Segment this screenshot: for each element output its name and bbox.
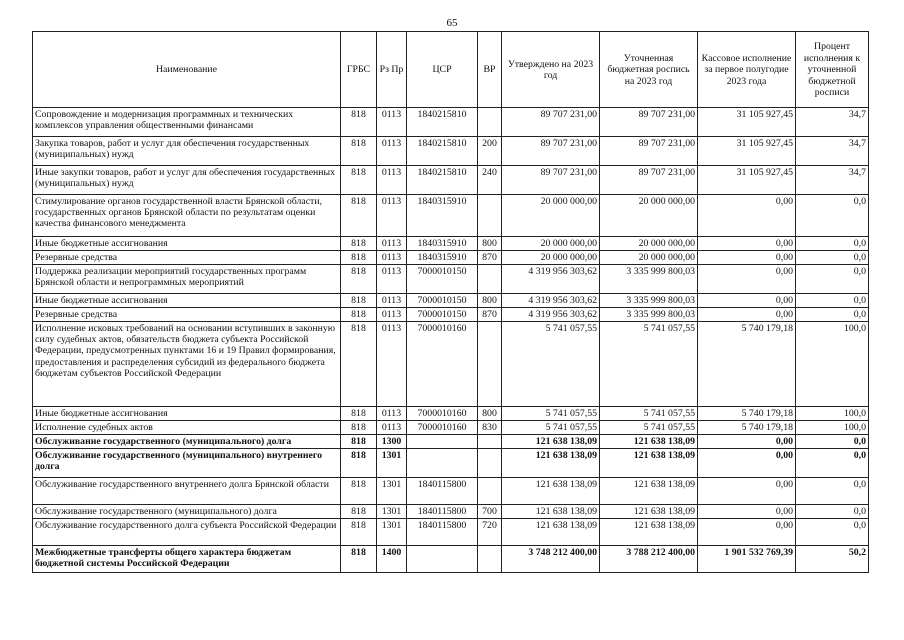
cell-approved: 121 638 138,09 — [502, 505, 600, 519]
header-vr: ВР — [478, 32, 502, 108]
budget-table — [32, 31, 869, 573]
cell-vr: 800 — [478, 407, 502, 421]
cell-executed: 0,00 — [698, 265, 796, 294]
cell-approved: 4 319 956 303,62 — [502, 265, 600, 294]
table-row — [33, 519, 869, 546]
cell-approved: 3 748 212 400,00 — [502, 546, 600, 573]
cell-percent: 34,7 — [796, 137, 869, 166]
cell-executed: 0,00 — [698, 449, 796, 478]
cell-name: Обслуживание государственного долга субъекта Российской Федерации — [33, 519, 341, 546]
cell-percent: 0,0 — [796, 294, 869, 308]
cell-refined: 20 000 000,00 — [600, 237, 698, 251]
cell-csr: 1840215810 — [407, 166, 478, 195]
cell-rzpr: 1301 — [377, 505, 407, 519]
cell-rzpr: 0113 — [377, 407, 407, 421]
cell-name: Стимулирование органов государственной власти Брянской области, государственных органов Брянской области по результатам оценки качества финансового менеджмента — [33, 195, 341, 237]
cell-approved: 20 000 000,00 — [502, 195, 600, 237]
cell-vr: 200 — [478, 137, 502, 166]
cell-percent: 0,0 — [796, 449, 869, 478]
cell-grbs: 818 — [341, 407, 377, 421]
cell-vr — [478, 478, 502, 505]
cell-grbs: 818 — [341, 265, 377, 294]
cell-percent: 34,7 — [796, 108, 869, 137]
cell-executed: 0,00 — [698, 251, 796, 265]
table-row — [33, 195, 869, 237]
cell-refined: 5 741 057,55 — [600, 421, 698, 435]
cell-csr: 1840115800 — [407, 519, 478, 546]
header-approved: Утверждено на 2023 год — [502, 32, 600, 108]
cell-approved: 89 707 231,00 — [502, 137, 600, 166]
cell-name: Закупка товаров, работ и услуг для обеспечения государственных (муниципальных) нужд — [33, 137, 341, 166]
cell-vr — [478, 449, 502, 478]
cell-name: Обслуживание государственного внутреннего долга Брянской области — [33, 478, 341, 505]
cell-name: Обслуживание государственного (муниципального) внутреннего долга — [33, 449, 341, 478]
cell-csr — [407, 546, 478, 573]
cell-executed: 31 105 927,45 — [698, 137, 796, 166]
cell-executed: 5 740 179,18 — [698, 421, 796, 435]
cell-vr: 830 — [478, 421, 502, 435]
cell-refined: 89 707 231,00 — [600, 166, 698, 195]
cell-grbs: 818 — [341, 108, 377, 137]
cell-vr: 240 — [478, 166, 502, 195]
cell-vr — [478, 265, 502, 294]
cell-csr: 1840215810 — [407, 137, 478, 166]
cell-csr: 1840315910 — [407, 237, 478, 251]
cell-approved: 4 319 956 303,62 — [502, 308, 600, 322]
cell-grbs: 818 — [341, 421, 377, 435]
cell-rzpr: 0113 — [377, 137, 407, 166]
table-row — [33, 294, 869, 308]
cell-vr: 700 — [478, 505, 502, 519]
cell-grbs: 818 — [341, 237, 377, 251]
cell-grbs: 818 — [341, 322, 377, 407]
cell-refined: 20 000 000,00 — [600, 195, 698, 237]
cell-csr — [407, 449, 478, 478]
header-row — [33, 32, 869, 108]
table-row — [33, 478, 869, 505]
cell-csr: 1840215810 — [407, 108, 478, 137]
cell-approved: 4 319 956 303,62 — [502, 294, 600, 308]
cell-csr: 7000010150 — [407, 265, 478, 294]
cell-executed: 0,00 — [698, 435, 796, 449]
cell-percent: 0,0 — [796, 478, 869, 505]
table-body — [33, 108, 869, 573]
cell-rzpr: 0113 — [377, 237, 407, 251]
cell-name: Резервные средства — [33, 251, 341, 265]
cell-executed: 0,00 — [698, 478, 796, 505]
cell-csr: 1840315910 — [407, 195, 478, 237]
cell-grbs: 818 — [341, 546, 377, 573]
cell-name: Иные закупки товаров, работ и услуг для обеспечения государственных (муниципальных) нужд — [33, 166, 341, 195]
cell-approved: 89 707 231,00 — [502, 166, 600, 195]
header-percent: Процент исполнения к уточненной бюджетной росписи — [796, 32, 869, 108]
cell-rzpr: 0113 — [377, 108, 407, 137]
cell-name: Иные бюджетные ассигнования — [33, 294, 341, 308]
table-row — [33, 137, 869, 166]
cell-executed: 1 901 532 769,39 — [698, 546, 796, 573]
cell-rzpr: 1400 — [377, 546, 407, 573]
table-row — [33, 407, 869, 421]
cell-refined: 3 335 999 800,03 — [600, 294, 698, 308]
cell-rzpr: 0113 — [377, 251, 407, 265]
cell-grbs: 818 — [341, 195, 377, 237]
table-row — [33, 435, 869, 449]
cell-csr: 7000010160 — [407, 322, 478, 407]
cell-vr — [478, 108, 502, 137]
cell-executed: 31 105 927,45 — [698, 166, 796, 195]
cell-name: Обслуживание государственного (муниципального) долга — [33, 435, 341, 449]
cell-executed: 0,00 — [698, 237, 796, 251]
cell-rzpr: 0113 — [377, 294, 407, 308]
cell-grbs: 818 — [341, 505, 377, 519]
cell-percent: 0,0 — [796, 251, 869, 265]
cell-grbs: 818 — [341, 294, 377, 308]
cell-name: Поддержка реализации мероприятий государственных программ Брянской области и непрограммных мероприятий — [33, 265, 341, 294]
cell-csr: 1840115800 — [407, 505, 478, 519]
cell-executed: 0,00 — [698, 294, 796, 308]
cell-refined: 121 638 138,09 — [600, 449, 698, 478]
table-row — [33, 308, 869, 322]
cell-csr: 7000010160 — [407, 407, 478, 421]
cell-grbs: 818 — [341, 449, 377, 478]
cell-grbs: 818 — [341, 137, 377, 166]
cell-vr: 800 — [478, 294, 502, 308]
cell-executed: 5 740 179,18 — [698, 322, 796, 407]
cell-percent: 0,0 — [796, 519, 869, 546]
table-row — [33, 166, 869, 195]
cell-rzpr: 0113 — [377, 166, 407, 195]
cell-vr: 720 — [478, 519, 502, 546]
cell-vr: 870 — [478, 251, 502, 265]
cell-name: Исполнение исковых требований на основании вступивших в законную силу судебных актов, обязательств бюджета субъекта Российской Федерации, предусмотренных пунктами 16 и 19 Правил формирования, предоставления и распределения субсидий из федерального бюджета бюджетам субъектов Российской Федерации — [33, 322, 341, 407]
table-row — [33, 108, 869, 137]
cell-name: Иные бюджетные ассигнования — [33, 407, 341, 421]
cell-csr: 7000010150 — [407, 308, 478, 322]
cell-approved: 5 741 057,55 — [502, 421, 600, 435]
cell-vr: 870 — [478, 308, 502, 322]
cell-approved: 20 000 000,00 — [502, 251, 600, 265]
table-row — [33, 505, 869, 519]
cell-rzpr: 1300 — [377, 435, 407, 449]
cell-executed: 31 105 927,45 — [698, 108, 796, 137]
cell-approved: 5 741 057,55 — [502, 322, 600, 407]
cell-vr — [478, 322, 502, 407]
cell-csr: 7000010150 — [407, 294, 478, 308]
cell-name: Обслуживание государственного (муниципального) долга — [33, 505, 341, 519]
page-number: 65 — [446, 17, 458, 29]
table-row — [33, 251, 869, 265]
cell-grbs: 818 — [341, 251, 377, 265]
cell-grbs: 818 — [341, 519, 377, 546]
cell-approved: 89 707 231,00 — [502, 108, 600, 137]
cell-name: Сопровождение и модернизация программных и технических комплексов управления общественными финансами — [33, 108, 341, 137]
cell-rzpr: 0113 — [377, 322, 407, 407]
cell-rzpr: 0113 — [377, 195, 407, 237]
cell-executed: 0,00 — [698, 308, 796, 322]
table-row — [33, 421, 869, 435]
cell-approved: 121 638 138,09 — [502, 478, 600, 505]
cell-grbs: 818 — [341, 166, 377, 195]
cell-percent: 0,0 — [796, 435, 869, 449]
cell-refined: 3 335 999 800,03 — [600, 265, 698, 294]
table-row — [33, 237, 869, 251]
cell-refined: 121 638 138,09 — [600, 435, 698, 449]
cell-rzpr: 0113 — [377, 308, 407, 322]
cell-percent: 0,0 — [796, 265, 869, 294]
cell-approved: 121 638 138,09 — [502, 435, 600, 449]
header-rzpr: Рз Пр — [377, 32, 407, 108]
cell-executed: 0,00 — [698, 505, 796, 519]
cell-percent: 100,0 — [796, 421, 869, 435]
cell-name: Иные бюджетные ассигнования — [33, 237, 341, 251]
cell-refined: 20 000 000,00 — [600, 251, 698, 265]
header-csr: ЦСР — [407, 32, 478, 108]
cell-executed: 5 740 179,18 — [698, 407, 796, 421]
cell-approved: 20 000 000,00 — [502, 237, 600, 251]
cell-rzpr: 0113 — [377, 265, 407, 294]
cell-rzpr: 0113 — [377, 421, 407, 435]
cell-refined: 89 707 231,00 — [600, 137, 698, 166]
cell-refined: 3 335 999 800,03 — [600, 308, 698, 322]
cell-csr: 7000010160 — [407, 421, 478, 435]
table-row — [33, 449, 869, 478]
cell-percent: 34,7 — [796, 166, 869, 195]
cell-rzpr: 1301 — [377, 449, 407, 478]
header-name: Наименование — [33, 32, 341, 108]
cell-grbs: 818 — [341, 435, 377, 449]
cell-vr — [478, 435, 502, 449]
cell-vr — [478, 195, 502, 237]
header-executed: Кассовое исполнение за первое полугодие 2023 года — [698, 32, 796, 108]
cell-approved: 121 638 138,09 — [502, 519, 600, 546]
cell-grbs: 818 — [341, 308, 377, 322]
cell-name: Межбюджетные трансферты общего характера бюджетам бюджетной системы Российской Федерации — [33, 546, 341, 573]
cell-name: Исполнение судебных актов — [33, 421, 341, 435]
cell-refined: 5 741 057,55 — [600, 407, 698, 421]
cell-csr — [407, 435, 478, 449]
cell-approved: 5 741 057,55 — [502, 407, 600, 421]
header-grbs: ГРБС — [341, 32, 377, 108]
table-row — [33, 265, 869, 294]
cell-percent: 0,0 — [796, 308, 869, 322]
cell-percent: 100,0 — [796, 407, 869, 421]
cell-refined: 3 788 212 400,00 — [600, 546, 698, 573]
cell-grbs: 818 — [341, 478, 377, 505]
cell-percent: 0,0 — [796, 237, 869, 251]
cell-refined: 89 707 231,00 — [600, 108, 698, 137]
cell-rzpr: 1301 — [377, 519, 407, 546]
cell-refined: 121 638 138,09 — [600, 478, 698, 505]
cell-approved: 121 638 138,09 — [502, 449, 600, 478]
cell-percent: 0,0 — [796, 195, 869, 237]
cell-csr: 1840315910 — [407, 251, 478, 265]
cell-vr: 800 — [478, 237, 502, 251]
cell-name: Резервные средства — [33, 308, 341, 322]
cell-csr: 1840115800 — [407, 478, 478, 505]
cell-executed: 0,00 — [698, 519, 796, 546]
table-row — [33, 322, 869, 407]
cell-refined: 5 741 057,55 — [600, 322, 698, 407]
cell-refined: 121 638 138,09 — [600, 519, 698, 546]
table-row — [33, 546, 869, 573]
cell-vr — [478, 546, 502, 573]
header-refined: Уточненная бюджетная роспись на 2023 год — [600, 32, 698, 108]
cell-refined: 121 638 138,09 — [600, 505, 698, 519]
cell-percent: 0,0 — [796, 505, 869, 519]
cell-rzpr: 1301 — [377, 478, 407, 505]
cell-percent: 100,0 — [796, 322, 869, 407]
cell-percent: 50,2 — [796, 546, 869, 573]
cell-executed: 0,00 — [698, 195, 796, 237]
